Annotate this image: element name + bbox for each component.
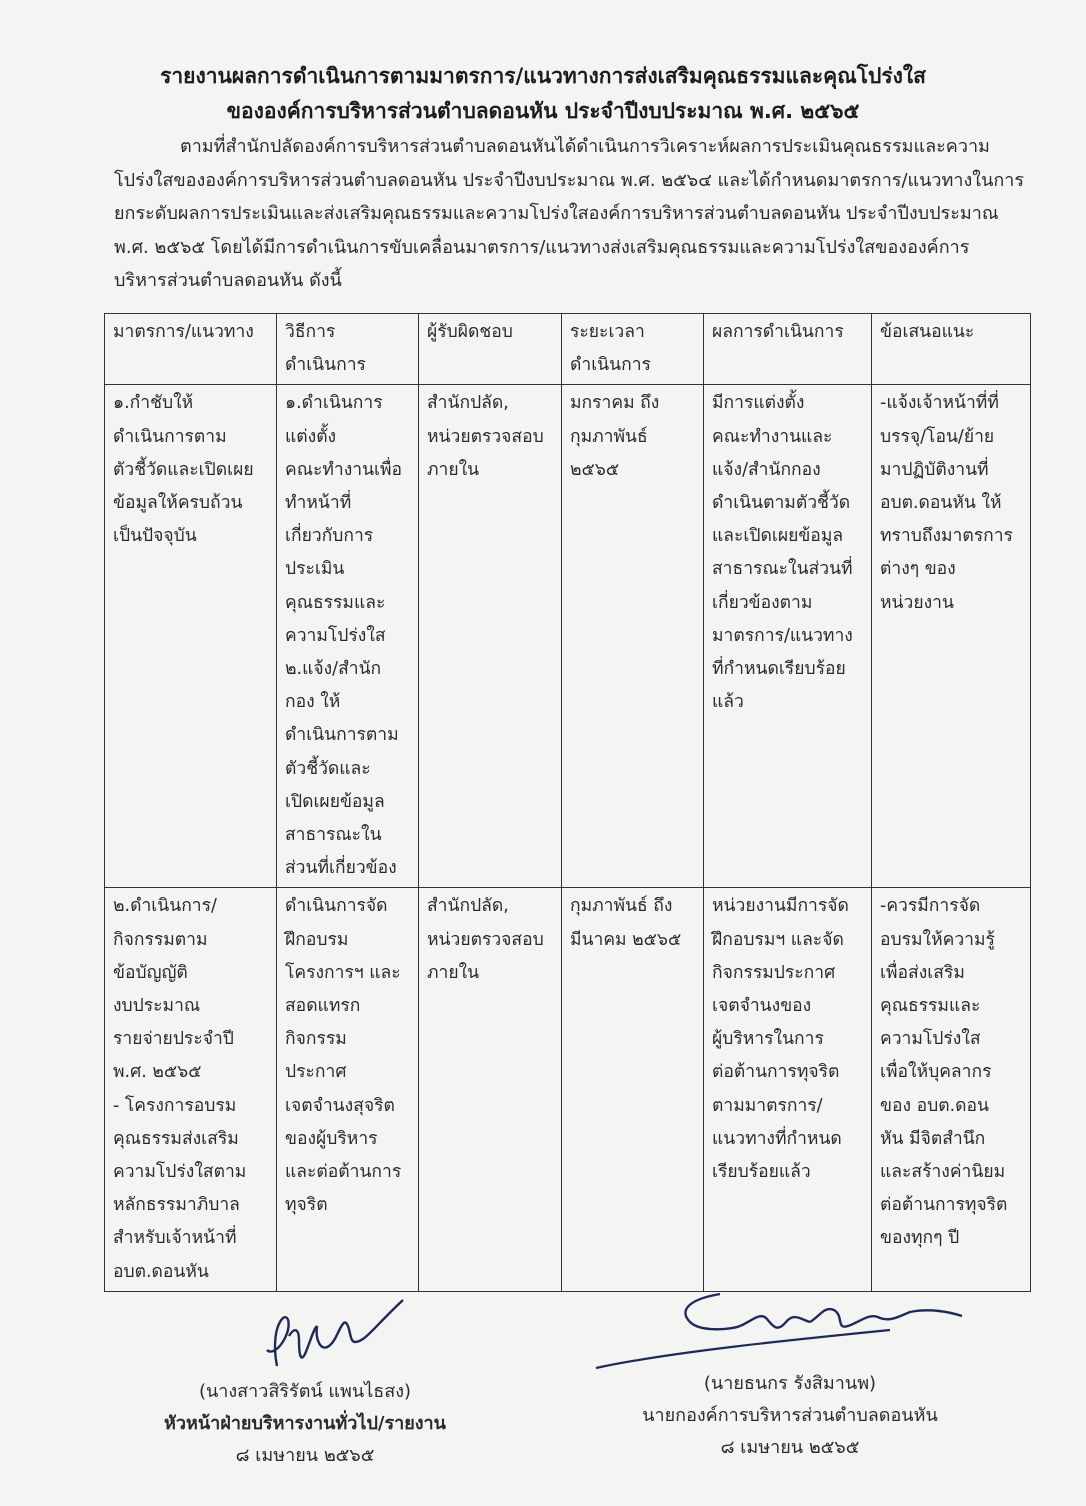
left-signature-date: ๘ เมษายน ๒๕๖๕ (235, 1445, 375, 1466)
left-handwritten-signature (255, 1296, 415, 1376)
left-signer-position: หัวหน้าฝ่ายบริหารงานทั่วไป/รายงาน (164, 1413, 446, 1434)
document-title-line2: ขององค์การบริหารส่วนตำบลดอนหัน ประจำปีงบประมาณ พ.ศ. ๒๕๖๕ (226, 99, 860, 123)
table-header-row (105, 314, 1031, 385)
header-method: วิธีการ ดำเนินการ (277, 314, 419, 385)
table-cell: มีการแต่งตั้ง คณะทำงานและ แจ้ง/สำนักกอง ดำเนินตามตัวชี้วัด และเปิดเผยข้อมูล สาธารณะในส่วนที่ เกี่ยวข้องตาม มาตรการ/แนวทาง ที่กำหนดเรียบร้อย แล้ว (704, 385, 872, 888)
table-cell: สำนักปลัด, หน่วยตรวจสอบ ภายใน (419, 888, 562, 1291)
header-responsible: ผู้รับผิดชอบ (419, 314, 562, 385)
right-signature-date: ๘ เมษายน ๒๕๖๕ (720, 1437, 860, 1458)
header-suggestion: ข้อเสนอแนะ (872, 314, 1031, 385)
table-cell: -แจ้งเจ้าหน้าที่ที่ บรรจุ/โอน/ย้าย มาปฏิบัติงานที่ อบต.ดอนหัน ให้ ทราบถึงมาตรการ ต่างๆ ของ หน่วยงาน (872, 385, 1031, 888)
header-measure: มาตรการ/แนวทาง (105, 314, 277, 385)
intro-line: บริหารส่วนตำบลดอนหัน ดังนี้ (114, 270, 342, 291)
header-result: ผลการดำเนินการ (704, 314, 872, 385)
right-signature-block (600, 1368, 980, 1464)
table-cell: กุมภาพันธ์ ถึง มีนาคม ๒๕๖๕ (562, 888, 704, 1291)
intro-line: ยกระดับผลการประเมินและส่งเสริมคุณธรรมและความโปร่งใสองค์การบริหารส่วนตำบลดอนหัน ประจำปีงบประมาณ (114, 203, 999, 224)
intro-line: พ.ศ. ๒๕๖๕ โดยได้มีการดำเนินการขับเคลื่อนมาตรการ/แนวทางส่งเสริมคุณธรรมและความโปร่งใสขององค์การ (114, 236, 970, 258)
intro-line: ตามที่สำนักปลัดองค์การบริหารส่วนตำบลดอนหันได้ดำเนินการวิเคราะห์ผลการประเมินคุณธรรมและความ (180, 136, 990, 157)
intro-line: โปร่งใสขององค์การบริหารส่วนตำบลดอนหัน ประจำปีงบประมาณ พ.ศ. ๒๕๖๔ และได้กำหนดมาตรการ/แนวทางในการ (114, 169, 1025, 191)
left-signer-name: (นางสาวสิริรัตน์ แพนไธสง) (198, 1381, 412, 1402)
table-cell: -ควรมีการจัด อบรมให้ความรู้ เพื่อส่งเสริม คุณธรรมและ ความโปร่งใส เพื่อให้บุคลากร ของ อบต.ดอน หัน มีจิตสำนึก และสร้างค่านิยม ต่อต้านการทุจริต ของทุกๆ ปี (872, 888, 1031, 1291)
table-cell: ๑.กำชับให้ ดำเนินการตาม ตัวชี้วัดและเปิดเผย ข้อมูลให้ครบถ้วน เป็นปัจจุบัน (105, 385, 277, 888)
table-cell: หน่วยงานมีการจัด ฝึกอบรมฯ และจัด กิจกรรมประกาศ เจตจำนงของ ผู้บริหารในการ ต่อต้านการทุจริต ตามมาตรการ/ แนวทางที่กำหนด เรียบร้อยแล้ว (704, 888, 872, 1291)
document-title-line1: รายงานผลการดำเนินการตามมาตรการ/แนวทางการส่งเสริมคุณธรรมและคุณโปร่งใส (160, 64, 926, 88)
table-cell: ดำเนินการจัด ฝึกอบรม โครงการฯ และ สอดแทรก กิจกรรม ประกาศ เจตจำนงสุจริต ของผู้บริหาร และต่อต้านการ ทุจริต (277, 888, 419, 1291)
measures-table (104, 313, 1031, 1292)
right-signer-position: นายกองค์การบริหารส่วนตำบลดอนหัน (642, 1405, 938, 1426)
right-handwritten-signature (590, 1282, 990, 1376)
right-signer-name: (นายธนกร รังสิมานพ) (703, 1373, 877, 1394)
table-row (105, 888, 1031, 1291)
table-row (105, 385, 1031, 888)
header-period: ระยะเวลา ดำเนินการ (562, 314, 704, 385)
table-cell: สำนักปลัด, หน่วยตรวจสอบ ภายใน (419, 385, 562, 888)
left-signature-block (130, 1376, 480, 1472)
table-cell: มกราคม ถึง กุมภาพันธ์ ๒๕๖๕ (562, 385, 704, 888)
table-cell: ๑.ดำเนินการ แต่งตั้ง คณะทำงานเพื่อ ทำหน้าที่ เกี่ยวกับการ ประเมิน คุณธรรมและ ความโปร่งใส ๒.แจ้ง/สำนัก กอง ให้ ดำเนินการตาม ตัวชี้วัดและ เปิดเผยข้อมูล สาธารณะใน ส่วนที่เกี่ยวข้อง (277, 385, 419, 888)
intro-paragraph (114, 130, 1032, 298)
table-cell: ๒.ดำเนินการ/ กิจกรรมตาม ข้อบัญญัติ งบประมาณ รายจ่ายประจำปี พ.ศ. ๒๕๖๕ - โครงการอบรม คุณธรรมส่งเสริม ความโปร่งใสตาม หลักธรรมาภิบาล สำหรับเจ้าหน้าที่ อบต.ดอนหัน (105, 888, 277, 1291)
